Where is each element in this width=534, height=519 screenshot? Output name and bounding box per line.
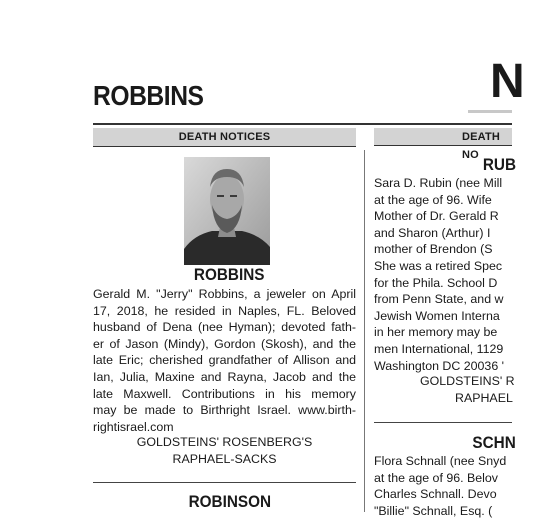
text-line: from Penn State, and w (374, 292, 504, 307)
notice-separator-right (374, 422, 512, 423)
obituary-name-robinson: ROBINSON (188, 492, 272, 511)
notice-separator (93, 482, 356, 483)
funeral-home-line-rubin-2: RAPHAEL (455, 391, 513, 405)
text-line: Jewish Women Interna (374, 308, 500, 323)
obituary-body-robbins (93, 286, 356, 435)
text-line: men International, 1129 (374, 341, 504, 356)
text-line: at the age of 96. Wife (374, 192, 492, 207)
page-title: ROBBINS (93, 80, 204, 111)
text-line: "Billie" Schnall, Esq. ( (374, 503, 493, 518)
obituary-body-schnall (374, 453, 534, 519)
column-divider (364, 150, 365, 512)
text-line: Flora Schnall (nee Snyd (374, 454, 507, 468)
funeral-home-line-rubin-1: GOLDSTEINS' R (420, 374, 515, 388)
top-rule (93, 123, 512, 125)
text-line: 17, 2018, he resided in Naples, FL. Beloved (93, 303, 356, 318)
text-line: husband of Dena (nee Hyman); devoted fath- (93, 320, 356, 335)
section-header-death-notices: DEATH NOTICES (93, 128, 356, 147)
text-line: Ian, Julia, Maxine and Rayna, Jacob and the (93, 369, 356, 384)
text-line: She was a retired Spec (374, 258, 503, 273)
text-line: rightisrael.com (93, 419, 174, 434)
text-line: in her memory may be (374, 325, 498, 340)
text-line: late Eric; cherished grandfather of Allison and (93, 353, 356, 368)
masthead-letter: N (490, 55, 525, 108)
text-line: Charles Schnall. Devo (374, 487, 497, 502)
obituary-body-rubin (374, 175, 534, 374)
masthead-rule (468, 110, 512, 113)
text-line: Mother of Dr. Gerald R (374, 209, 499, 224)
section-header-death-notices-right: DEATH NO (374, 128, 512, 146)
funeral-home-line-2: RAPHAEL-SACKS (172, 452, 277, 466)
text-line: and Sharon (Arthur) I (374, 225, 491, 240)
text-line: Washington DC 20036 ' (374, 358, 505, 373)
text-line: at the age of 96. Belov (374, 470, 498, 485)
text-line: Sara D. Rubin (nee Mill (374, 176, 503, 190)
text-line: late Maxwell. Contributions in his memory (93, 386, 356, 401)
text-line: Gerald M. "Jerry" Robbins, a jeweler on April (93, 287, 356, 301)
text-line: for the Phila. School D (374, 275, 498, 290)
funeral-home-line-1: GOLDSTEINS' ROSENBERG'S (136, 435, 313, 449)
text-line: mother of Brendon (S (374, 242, 493, 257)
obituary-name-robbins: ROBBINS (193, 265, 265, 284)
text-line: may be made to Birthright Israel. www.birth- (93, 403, 356, 418)
obituary-name-rubin: RUB (482, 155, 517, 174)
obituary-name-schnall: SCHN (472, 433, 516, 452)
obituary-portrait (184, 157, 270, 265)
text-line: er of Jason (Mindy), Gordon (Skosh), and the (93, 336, 356, 351)
